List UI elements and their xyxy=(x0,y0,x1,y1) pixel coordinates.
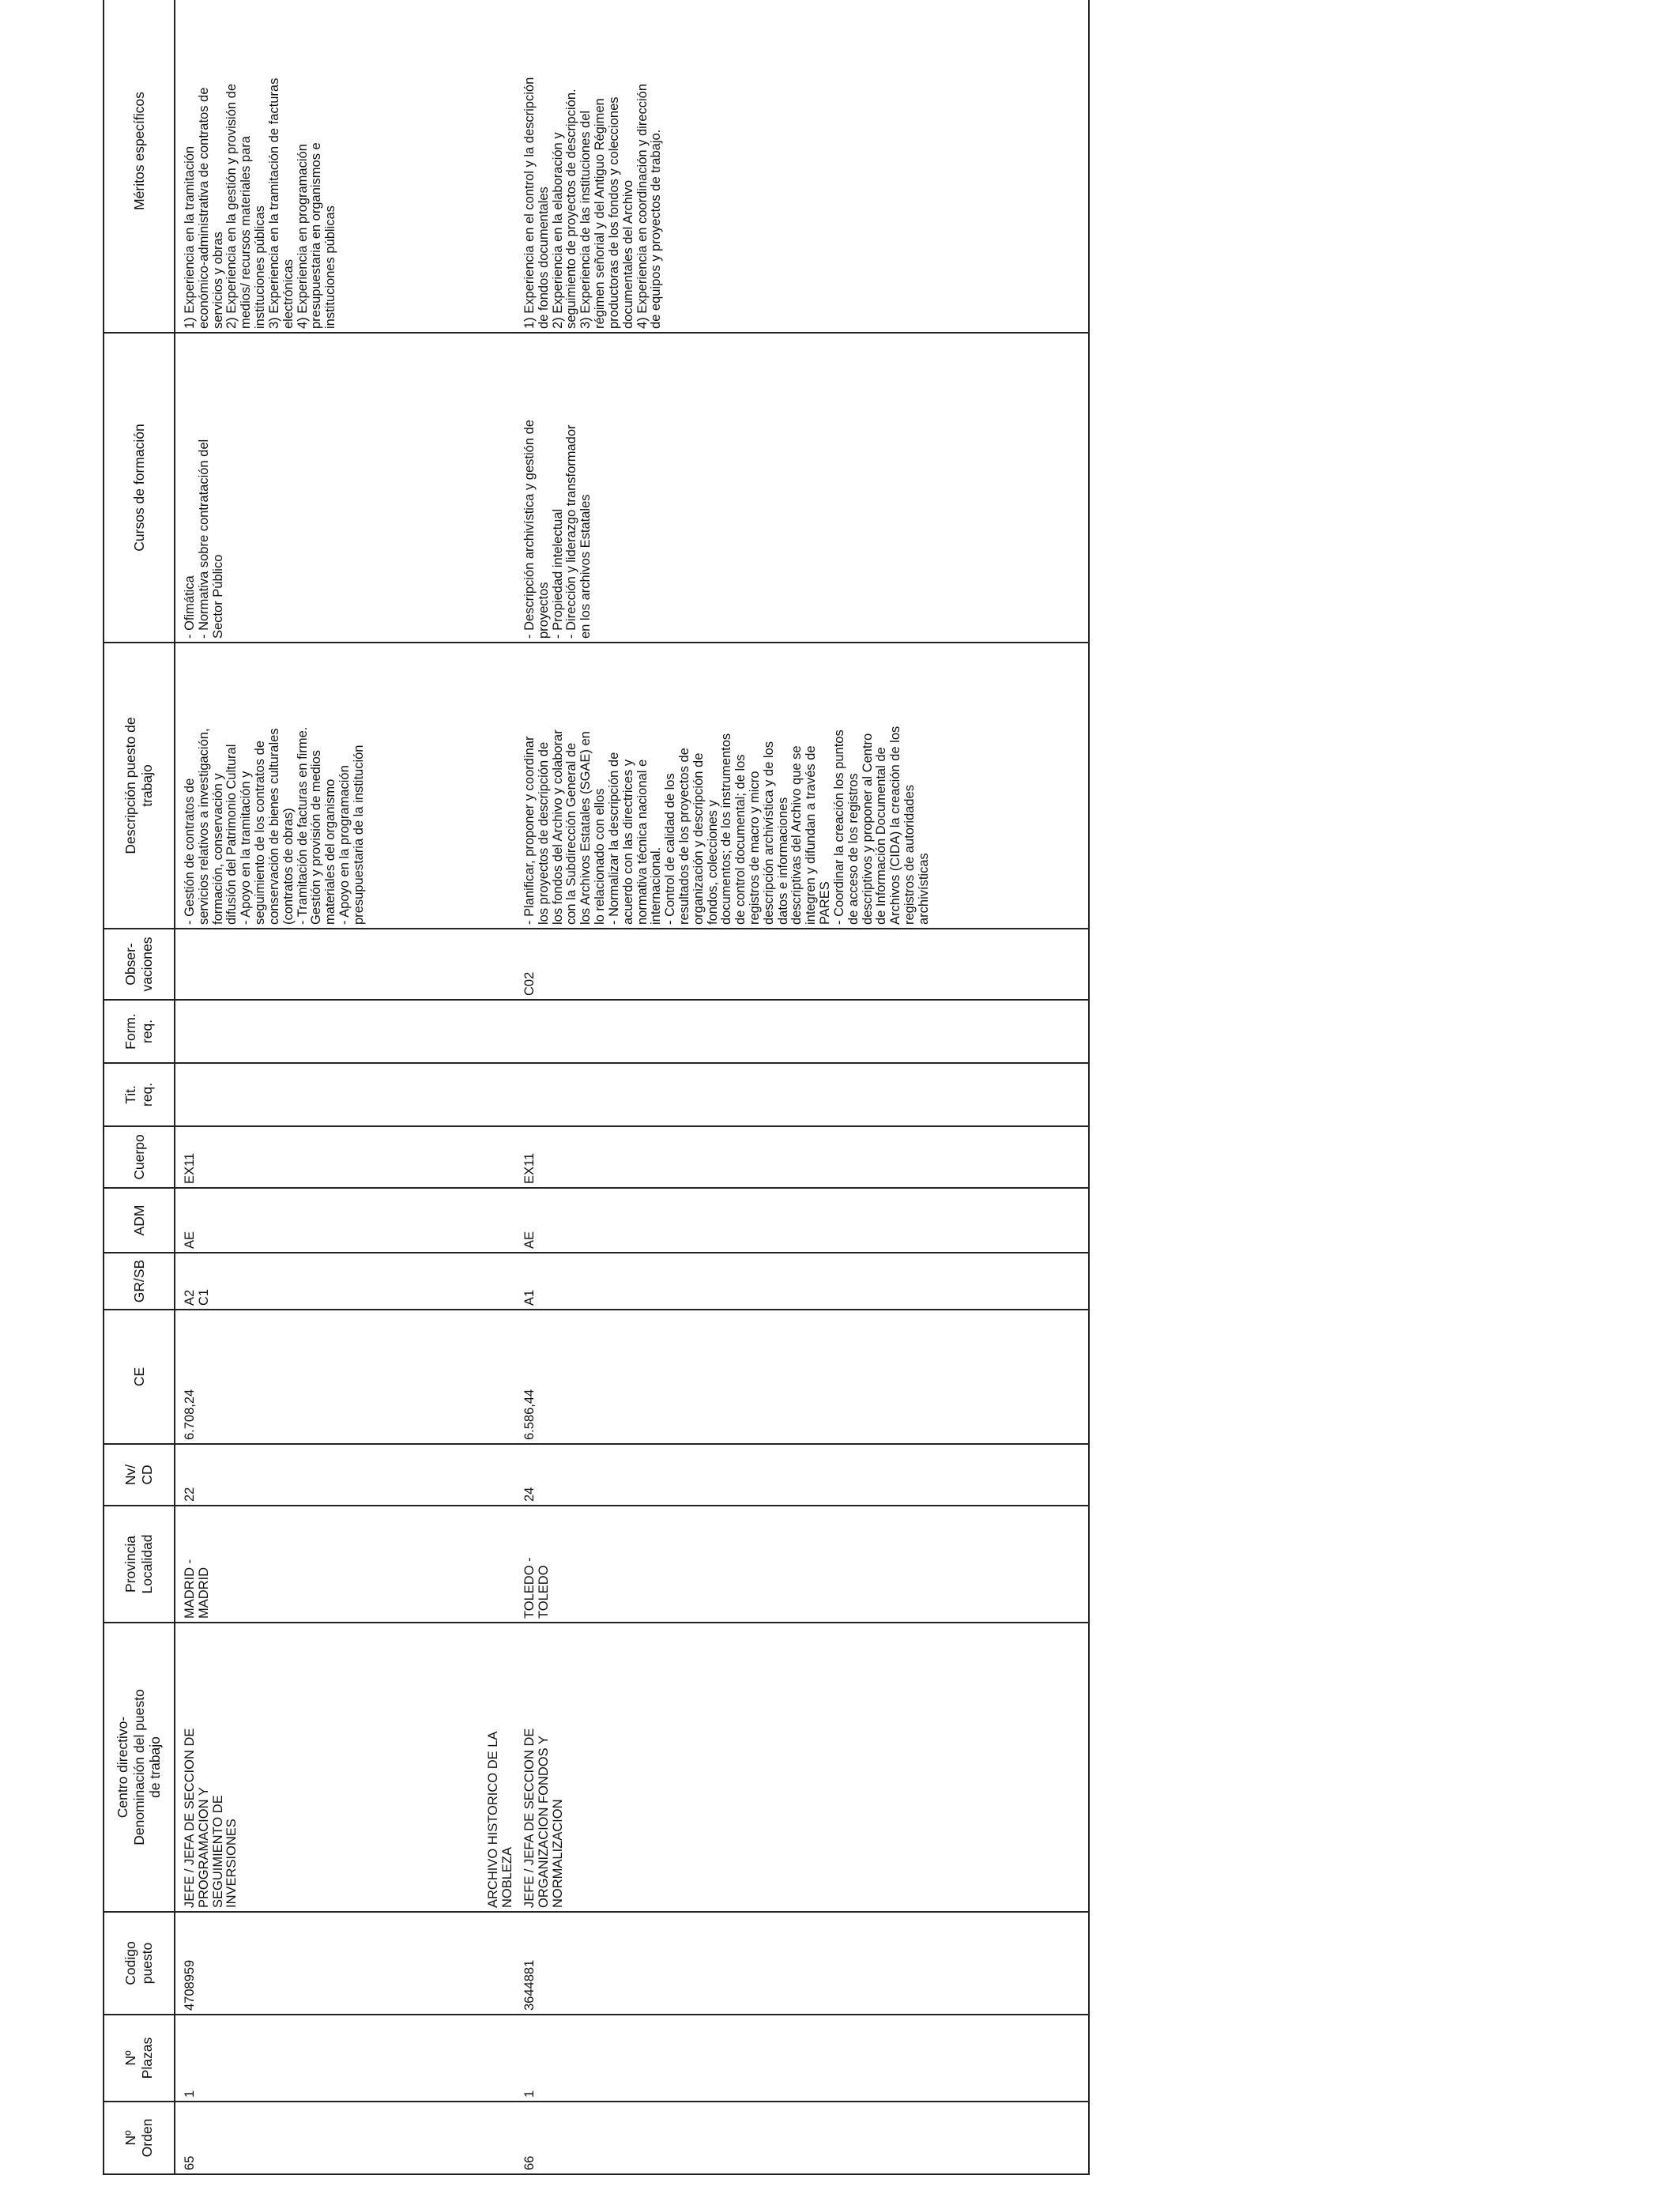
grsb-line: A1 xyxy=(522,1289,537,1306)
descripcion-line: registros de macro y micro xyxy=(748,771,762,925)
header-obs-text: vaciones xyxy=(139,937,155,992)
descripcion-line: servicios relativos a investigación, xyxy=(196,728,211,925)
descripcion-line: descriptivas del Archivo que se xyxy=(789,745,804,925)
descripcion-line: de acceso de los registros xyxy=(846,773,861,925)
obs-value: C02 xyxy=(522,971,537,996)
descripcion-lines xyxy=(515,643,938,928)
cell-obs xyxy=(515,929,1089,1000)
cursos-line: en los archivos Estatales xyxy=(578,494,593,639)
cuerpo-value: EX11 xyxy=(522,1152,537,1184)
provincia-line: MADRID - xyxy=(183,1559,197,1619)
cell-adm xyxy=(175,1188,515,1253)
cell-grsb xyxy=(175,1253,515,1310)
cell-grsb xyxy=(515,1253,1089,1310)
cell-tit xyxy=(515,1063,1089,1126)
meritos-line: 3) Experiencia de las instituciones del xyxy=(578,110,593,329)
descripcion-lines xyxy=(175,643,373,928)
header-grsb-text: GR/SB xyxy=(130,1259,147,1303)
cell-centro xyxy=(175,1623,515,1912)
ce-value: 6.586,44 xyxy=(522,1389,537,1440)
cell-tit xyxy=(175,1063,515,1126)
centro-line: INVERSIONES xyxy=(224,1819,239,1908)
descripcion-line: los fondos del Archivo y colaborar xyxy=(550,729,565,925)
descripcion-line: (contratos de obras) xyxy=(281,808,296,925)
header-tit xyxy=(104,1063,175,1126)
form-value xyxy=(175,1001,190,1062)
descripcion-line: descripción archivística y de los xyxy=(761,741,776,925)
meritos-line: régimen señorial y del Antiguo Régimen xyxy=(593,98,608,329)
provincia-line: TOLEDO - xyxy=(522,1557,537,1619)
meritos-line: de equipos y proyectos de trabajo. xyxy=(649,129,664,329)
header-centro xyxy=(104,1623,175,1912)
header-grsb xyxy=(104,1253,175,1310)
cell-descripcion xyxy=(175,643,515,929)
header-orden-text: Orden xyxy=(139,2118,155,2158)
descripcion-line: normativa técnica nacional e xyxy=(635,759,650,925)
cursos-line: - Dirección y liderazgo transformador xyxy=(564,424,579,639)
nivel-value: 24 xyxy=(522,1487,537,1502)
centro-directivo-label xyxy=(482,1623,515,1911)
header-form xyxy=(104,1000,175,1063)
meritos-line: 3) Experiencia en la tramitación de facturas xyxy=(266,77,281,329)
centro-line: PROGRAMACION Y xyxy=(196,1787,211,1908)
descripcion-line: presupuestaria de la institución xyxy=(351,745,366,925)
header-provincia-text: Provincia xyxy=(122,1536,139,1593)
header-ce-text: CE xyxy=(130,1367,147,1387)
descripcion-line: organización y descripción de xyxy=(691,752,706,925)
descripcion-line: registros de autoridades xyxy=(902,784,917,925)
cell-nivel xyxy=(515,1444,1089,1506)
grsb-lines xyxy=(515,1253,544,1309)
header-form-text: req. xyxy=(139,1019,155,1044)
meritos-line: instituciones públicas xyxy=(323,205,338,329)
obs-value xyxy=(175,929,190,999)
centro-line: ORGANIZACION FONDOS Y xyxy=(536,1736,551,1908)
cell-ce xyxy=(515,1310,1089,1444)
header-row xyxy=(104,0,175,2174)
descripcion-line: lo relacionado con ellos xyxy=(593,788,608,925)
cursos-line: - Ofimática xyxy=(183,575,197,639)
ce-value: 6.708,24 xyxy=(183,1389,197,1440)
descripcion-line: archivísticas xyxy=(916,853,931,925)
meritos-line: 1) Experiencia en el control y la descripción xyxy=(522,77,537,329)
descripcion-line: - Coordinar la creación los puntos xyxy=(831,729,846,925)
header-adm xyxy=(104,1188,175,1253)
descripcion-line: - Planificar, proponer y coordinar xyxy=(522,736,537,925)
descripcion-line: de control documental; de los xyxy=(733,754,748,925)
meritos-line: documentales del Archivo xyxy=(620,179,635,329)
meritos-line: medios/ recursos materiales para xyxy=(239,136,254,329)
descripcion-line: los proyectos de descripción de xyxy=(536,741,551,925)
centro-directivo-line: NOBLEZA xyxy=(500,1846,515,1908)
descripcion-line: formación, conservación y xyxy=(210,773,225,925)
cursos-lines xyxy=(175,334,232,642)
descripcion-line: - Apoyo en la tramitación y xyxy=(239,771,254,925)
header-cuerpo-text: Cuerpo xyxy=(130,1134,147,1180)
cell-form xyxy=(175,1000,515,1063)
descripcion-line: - Normalizar la descripción de xyxy=(606,752,621,925)
tit-value xyxy=(515,1064,529,1125)
plazas-value: 1 xyxy=(183,2090,197,2098)
codigo-value: 4708959 xyxy=(183,1959,197,2011)
header-codigo-text: puesto xyxy=(139,1942,155,1985)
nivel-value: 22 xyxy=(183,1487,197,1502)
header-meritos-text: Méritos específicos xyxy=(130,92,147,210)
header-centro-text: de trabajo xyxy=(147,1736,164,1798)
cursos-line: - Descripción archivística y gestión de xyxy=(522,420,537,639)
meritos-line: servicios y obras xyxy=(210,232,225,329)
provincia-line: MADRID xyxy=(196,1566,211,1619)
meritos-line: 2) Experiencia en la elaboración y xyxy=(550,132,565,329)
header-adm-text: ADM xyxy=(130,1204,147,1236)
cell-provincia xyxy=(175,1506,515,1623)
cell-meritos xyxy=(515,0,1089,333)
cell-orden xyxy=(515,2102,1089,2174)
meritos-line: 1) Experiencia en la tramitación xyxy=(183,145,197,329)
table-row xyxy=(175,0,515,2174)
meritos-line: 2) Experiencia en la gestión y provisión de xyxy=(224,83,239,329)
centro-lines xyxy=(515,1623,571,1911)
header-cuerpo xyxy=(104,1126,175,1188)
cell-cursos xyxy=(175,333,515,643)
header-orden-text: Nº xyxy=(122,2130,139,2146)
header-tit-text: Tit. xyxy=(122,1085,139,1104)
header-codigo-text: Codigo xyxy=(122,1941,139,1985)
centro-line: JEFE / JEFA DE SECCION DE xyxy=(183,1728,197,1908)
descripcion-line: materiales del organismo xyxy=(323,778,338,925)
header-descripcion-text: Descripción puesto de xyxy=(122,717,139,854)
descripcion-line: los Archivos Estatales (SGAE) en xyxy=(578,731,593,925)
header-form-text: Form. xyxy=(122,1013,139,1050)
cell-obs xyxy=(175,929,515,1000)
tit-value xyxy=(175,1064,190,1125)
meritos-line: 4) Experiencia en coordinación y dirección xyxy=(635,83,650,329)
cursos-lines xyxy=(515,334,600,642)
orden-value: 66 xyxy=(522,2155,537,2170)
centro-line: JEFE / JEFA DE SECCION DE xyxy=(522,1728,537,1908)
descripcion-line: de Información Documental de xyxy=(874,747,889,925)
header-obs xyxy=(104,929,175,1000)
adm-value: AE xyxy=(522,1231,537,1249)
grsb-lines xyxy=(175,1253,218,1309)
descripcion-line: seguimiento de los contratos de xyxy=(253,741,268,925)
cursos-line: proyectos xyxy=(536,582,551,639)
header-ce xyxy=(104,1310,175,1444)
descripcion-line: - Apoyo en la programación xyxy=(337,765,352,925)
descripcion-line: internacional. xyxy=(649,846,664,925)
cell-descripcion xyxy=(515,643,1089,929)
job-positions-table xyxy=(103,0,1090,2175)
header-codigo xyxy=(104,1912,175,2015)
header-centro-text: Centro directivo- xyxy=(115,1716,131,1819)
plazas-value: 1 xyxy=(522,2090,537,2098)
descripcion-line: Gestión y provisión de medios xyxy=(309,749,324,925)
meritos-line: seguimiento de proyectos de descripción. xyxy=(564,89,579,329)
descripcion-line: descriptivos y proponer al Centro xyxy=(860,733,875,925)
cell-ce xyxy=(175,1310,515,1444)
meritos-line: económico-administrativa de contratos de xyxy=(196,87,211,329)
provincia-lines xyxy=(515,1506,558,1622)
meritos-line: presupuestaria en organismos e xyxy=(309,142,324,329)
header-obs-text: Obser- xyxy=(122,943,139,986)
cursos-line: - Normativa sobre contratación del xyxy=(196,439,211,639)
header-provincia-text: Localidad xyxy=(139,1534,155,1594)
descripcion-line: documentos; de los instrumentos xyxy=(719,733,734,925)
descripcion-line: datos e informaciones xyxy=(775,797,790,925)
descripcion-line: - Tramitación de facturas en firme. xyxy=(295,726,310,925)
header-plazas xyxy=(104,2015,175,2102)
codigo-value: 3644881 xyxy=(522,1959,537,2011)
header-nivel-text: CD xyxy=(139,1465,155,1485)
header-centro-text: Denominación del puesto xyxy=(130,1689,147,1845)
descripcion-line: con la Subdirección General de xyxy=(564,742,579,925)
cell-adm xyxy=(515,1188,1089,1253)
cell-nivel xyxy=(175,1444,515,1506)
cursos-line: Sector Público xyxy=(210,554,225,639)
descripcion-line: acuerdo con las directrices y xyxy=(620,759,635,925)
header-nivel-text: Nv/ xyxy=(122,1464,139,1486)
descripcion-line: integren y difundan a través de xyxy=(804,745,819,925)
cell-orden xyxy=(175,2102,515,2174)
centro-directivo-line: ARCHIVO HISTORICO DE LA xyxy=(486,1731,501,1908)
header-plazas-text: Nº xyxy=(122,2050,139,2066)
meritos-lines xyxy=(515,0,670,332)
form-value xyxy=(515,1001,529,1062)
header-nivel xyxy=(104,1444,175,1506)
cell-centro xyxy=(515,1623,1089,1912)
cell-codigo xyxy=(515,1912,1089,2015)
centro-line: SEGUIMIENTO DE xyxy=(210,1795,225,1908)
meritos-line: 4) Experiencia en programación xyxy=(295,144,310,329)
meritos-line: productoras de los fondos y colecciones xyxy=(606,96,621,329)
meritos-line: instituciones públicas xyxy=(253,205,268,329)
cell-meritos xyxy=(175,0,515,333)
cell-cuerpo xyxy=(515,1126,1089,1188)
descripcion-line: PARES xyxy=(818,881,833,925)
header-cursos-text: Cursos de formación xyxy=(130,424,147,552)
descripcion-line: fondos, colecciones y xyxy=(705,800,720,925)
descripcion-line: Archivos (CIDA) la creación de los xyxy=(888,726,903,925)
cell-provincia xyxy=(515,1506,1089,1623)
header-cursos xyxy=(104,333,175,643)
descripcion-line: conservación de bienes culturales xyxy=(266,728,281,925)
centro-lines xyxy=(175,1623,246,1911)
centro-line: NORMALIZACION xyxy=(550,1799,565,1908)
cell-cursos xyxy=(515,333,1089,643)
cell-plazas xyxy=(515,2015,1089,2102)
provincia-lines xyxy=(175,1506,218,1622)
grsb-line: A2 xyxy=(183,1289,197,1306)
descripcion-line: - Control de calidad de los xyxy=(663,773,678,925)
cell-cuerpo xyxy=(175,1126,515,1188)
provincia-line: TOLEDO xyxy=(536,1565,551,1619)
header-meritos xyxy=(104,0,175,333)
cursos-line: - Propiedad intelectual xyxy=(550,508,565,639)
header-tit-text: req. xyxy=(139,1082,155,1107)
cuerpo-value: EX11 xyxy=(183,1152,197,1184)
header-descripcion xyxy=(104,643,175,929)
header-descripcion-text: trabajo xyxy=(139,764,155,807)
orden-value: 65 xyxy=(183,2155,197,2170)
header-provincia xyxy=(104,1506,175,1623)
cell-form xyxy=(515,1000,1089,1063)
header-orden xyxy=(104,2102,175,2174)
cell-codigo xyxy=(175,1912,515,2015)
meritos-line: de fondos documentales xyxy=(536,187,551,329)
grsb-line: C1 xyxy=(196,1288,211,1306)
table-row xyxy=(515,0,1089,2174)
cell-plazas xyxy=(175,2015,515,2102)
header-plazas-text: Plazas xyxy=(139,2037,155,2079)
meritos-lines xyxy=(175,0,345,332)
descripcion-line: difusión del Patrimonio Cultural xyxy=(224,744,239,925)
adm-value: AE xyxy=(183,1231,197,1249)
descripcion-line: resultados de los proyectos de xyxy=(676,748,691,925)
meritos-line: electrónicas xyxy=(281,258,296,329)
descripcion-line: - Gestión de contratos de xyxy=(183,778,197,925)
